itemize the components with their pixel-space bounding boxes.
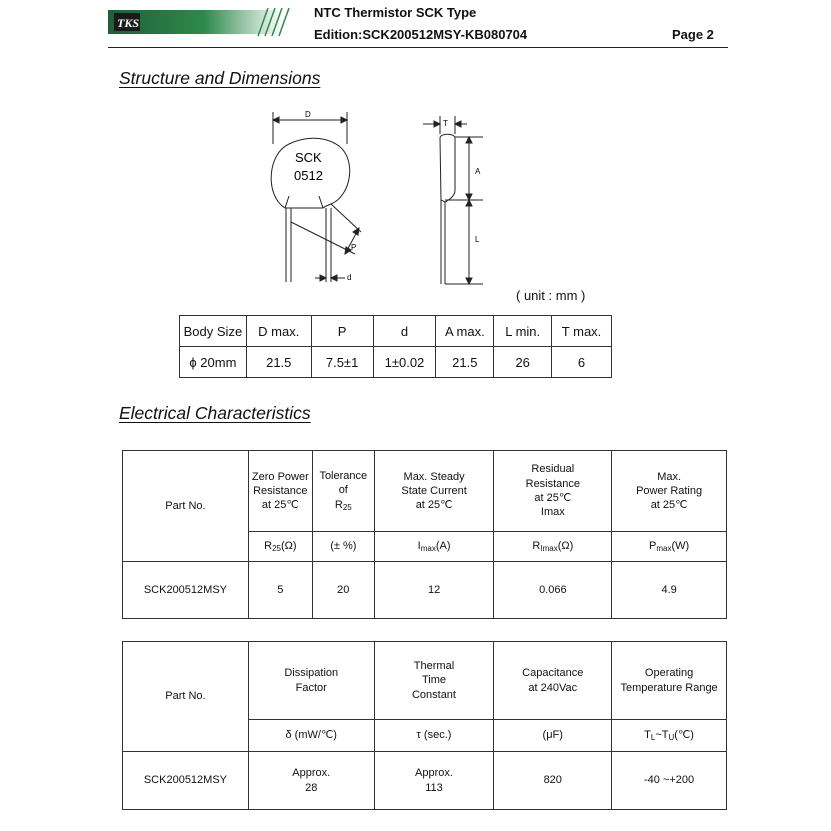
- document-edition: Edition:SCK200512MSY-KB080704: [314, 27, 528, 42]
- header-cell: P: [311, 316, 373, 347]
- unit-cell: (± %): [312, 532, 374, 562]
- label-P: P: [351, 243, 357, 252]
- header-cell: Body Size: [180, 316, 247, 347]
- tolerance-header: Tolerance of $R_{25}$: [312, 451, 374, 532]
- dimension-table: [179, 315, 612, 378]
- unit-cell: $R_{25}(\Omega)$: [248, 532, 312, 562]
- table-row: [180, 316, 612, 347]
- table-cell: 820: [494, 752, 612, 810]
- table-cell: 4.9: [612, 562, 727, 619]
- part-no-header: Part No.: [123, 642, 249, 752]
- logo-text: TKS: [117, 16, 140, 30]
- capacitance-header: Capacitance at 240Vac: [494, 642, 612, 720]
- table-row: [123, 562, 727, 619]
- table-cell: 0.066: [494, 562, 612, 619]
- table-cell: -40 ~+200: [612, 752, 727, 810]
- page-number: Page 2: [672, 27, 714, 42]
- table-row: [123, 752, 727, 810]
- header-cell: D max.: [246, 316, 311, 347]
- label-L: L: [475, 235, 480, 244]
- table-cell: ϕ 20mm: [180, 347, 247, 378]
- body-marking-line2: 0512: [294, 168, 323, 183]
- electrical-table-2: [122, 641, 727, 810]
- steady-current-header: Max. Steady State Current at 25℃: [374, 451, 494, 532]
- header-cell: T max.: [552, 316, 612, 347]
- label-d: d: [347, 273, 352, 282]
- label-T: T: [443, 119, 448, 128]
- table-cell: 21.5: [436, 347, 494, 378]
- label-A: A: [475, 167, 481, 176]
- table-cell: 1±0.02: [373, 347, 436, 378]
- header-cell: d: [373, 316, 436, 347]
- residual-resistance-header: Residual Resistance at 25℃ Imax: [494, 451, 612, 532]
- table-cell: 12: [374, 562, 494, 619]
- unit-note: ( unit : mm ): [516, 288, 586, 303]
- electrical-heading: Electrical Characteristics: [119, 403, 311, 423]
- unit-cell: (μF): [494, 720, 612, 752]
- unit-cell: $I_{max}(A)$: [374, 532, 494, 562]
- thermal-time-header: Thermal Time Constant: [374, 642, 494, 720]
- part-number-cell: SCK200512MSY: [123, 562, 249, 619]
- table-row: [180, 347, 612, 378]
- table-cell: 5: [248, 562, 312, 619]
- table-cell: 6: [552, 347, 612, 378]
- part-number-cell: SCK200512MSY: [123, 752, 249, 810]
- table-cell: Approx. 28: [248, 752, 374, 810]
- unit-cell: δ (mW/℃): [248, 720, 374, 752]
- table-cell: 21.5: [246, 347, 311, 378]
- document-title: NTC Thermistor SCK Type: [314, 5, 477, 20]
- label-D: D: [305, 110, 311, 119]
- table-cell: 7.5±1: [311, 347, 373, 378]
- electrical-table-1: [122, 450, 727, 619]
- structure-heading: Structure and Dimensions: [119, 68, 321, 88]
- header-cell: A max.: [436, 316, 494, 347]
- table-row: [123, 642, 727, 720]
- company-logo: [108, 6, 298, 38]
- operating-temp-header: Operating Temperature Range: [612, 642, 727, 720]
- table-cell: Approx. 113: [374, 752, 494, 810]
- table-cell: 26: [494, 347, 552, 378]
- unit-cell: $P_{max}(W)$: [612, 532, 727, 562]
- part-no-header: Part No.: [123, 451, 249, 562]
- table-cell: 20: [312, 562, 374, 619]
- unit-cell: τ (sec.): [374, 720, 494, 752]
- body-marking-line1: SCK: [295, 150, 322, 165]
- dissipation-header: Dissipation Factor: [248, 642, 374, 720]
- unit-cell: $T_L\sim T_U(℃)$: [612, 720, 727, 752]
- table-row: [123, 451, 727, 532]
- power-rating-header: Max. Power Rating at 25℃: [612, 451, 727, 532]
- dimension-drawing: [255, 104, 515, 290]
- zero-power-header: Zero Power Resistance at 25℃: [248, 451, 312, 532]
- header-cell: L min.: [494, 316, 552, 347]
- header-divider: [108, 47, 728, 48]
- unit-cell: $R_{Imax}(\Omega)$: [494, 532, 612, 562]
